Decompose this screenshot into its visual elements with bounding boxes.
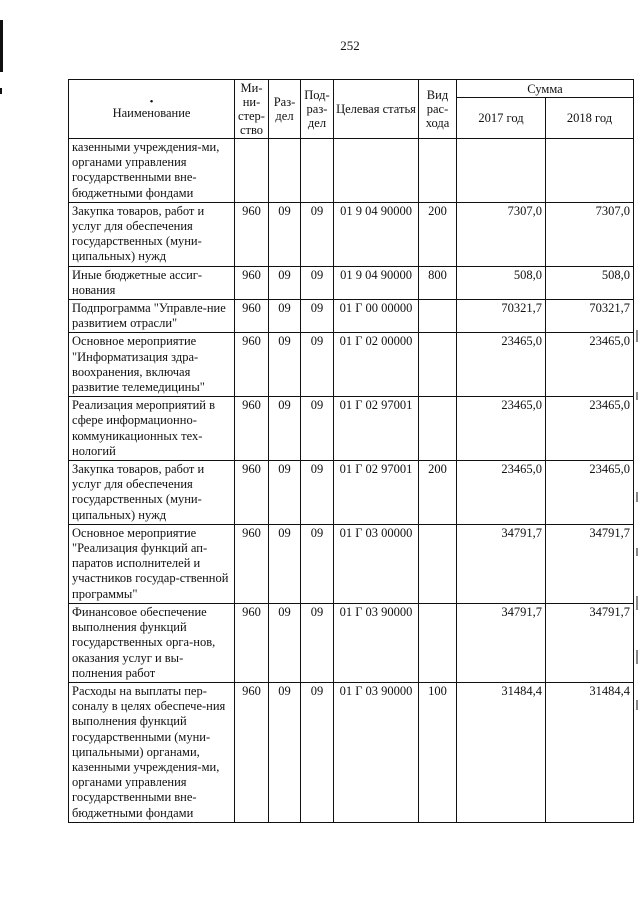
cell-target: 01 Г 02 00000 [334,333,419,397]
header-sum: Сумма [457,80,634,98]
page-number: 252 [340,38,360,53]
cell-ministry: 960 [235,682,269,822]
cell-subsection [301,139,334,203]
cell-section: 09 [269,524,301,603]
scan-edge-mark [636,650,638,664]
header-2017: 2017 год [457,98,546,139]
cell-2017: 70321,7 [457,300,546,333]
cell-name: Закупка товаров, работ и услуг для обеспечения государственных (муни-ципальных) нужд [69,461,235,525]
cell-section: 09 [269,266,301,299]
cell-2018 [546,139,634,203]
cell-section: 09 [269,300,301,333]
cell-name: Иные бюджетные ассиг-нования [69,266,235,299]
table-row [69,333,634,397]
cell-name: казенными учреждения-ми, органами управления государственными вне-бюджетными фондами [69,139,235,203]
table-row [69,397,634,461]
cell-2018: 31484,4 [546,682,634,822]
cell-ministry: 960 [235,524,269,603]
cell-expense-type [419,603,457,682]
cell-expense-type [419,524,457,603]
cell-ministry: 960 [235,461,269,525]
cell-expense-type: 200 [419,461,457,525]
table-row [69,524,634,603]
cell-2018: 34791,7 [546,524,634,603]
scan-edge-mark [636,700,638,710]
header-2018: 2018 год [546,98,634,139]
cell-2018: 508,0 [546,266,634,299]
scan-edge-mark [636,492,638,502]
cell-expense-type: 800 [419,266,457,299]
cell-section: 09 [269,682,301,822]
header-subsection: Под-раз-дел [301,80,334,139]
cell-name: Реализация мероприятий в сфере информационно-коммуникационных тех-нологий [69,397,235,461]
header-expense-type: Вид рас-хода [419,80,457,139]
cell-name: Основное мероприятие "Реализация функций ап-паратов исполнителей и участников государ-ственной программы" [69,524,235,603]
header-name-text: Наименование [112,106,191,120]
cell-subsection: 09 [301,397,334,461]
table-row [69,266,634,299]
table-row [69,300,634,333]
cell-subsection: 09 [301,461,334,525]
scan-edge-mark [636,548,638,556]
cell-subsection: 09 [301,682,334,822]
cell-2018: 23465,0 [546,333,634,397]
cell-expense-type: 100 [419,682,457,822]
cell-subsection: 09 [301,603,334,682]
header-section: Раз-дел [269,80,301,139]
cell-ministry: 960 [235,300,269,333]
cell-section: 09 [269,333,301,397]
cell-target: 01 9 04 90000 [334,266,419,299]
cell-2017: 23465,0 [457,461,546,525]
header-ministry: Ми-ни-стер-ство [235,80,269,139]
cell-expense-type [419,300,457,333]
cell-name: Расходы на выплаты пер-соналу в целях обеспече-ния выполнения функций государственными (муни-ципальными) органами, казенными учреждения-ми, органами управления государственными вне-бюджетными фондами [69,682,235,822]
cell-expense-type [419,139,457,203]
cell-expense-type [419,333,457,397]
cell-name: Закупка товаров, работ и услуг для обеспечения государственных (муни-ципальных) нужд [69,202,235,266]
header-target: Целевая статья [334,80,419,139]
cell-2017: 34791,7 [457,524,546,603]
cell-2017: 7307,0 [457,202,546,266]
cell-target [334,139,419,203]
cell-section [269,139,301,203]
cell-target: 01 Г 02 97001 [334,461,419,525]
scan-edge-mark [636,330,638,342]
cell-name: Финансовое обеспечение выполнения функций государственных орга-нов, оказания услуг и вы-полнения работ [69,603,235,682]
header-dot-mark: • [149,96,154,108]
cell-name: Подпрограмма "Управле-ние развитием отрасли" [69,300,235,333]
cell-subsection: 09 [301,524,334,603]
cell-2017: 508,0 [457,266,546,299]
cell-target: 01 9 04 90000 [334,202,419,266]
cell-section: 09 [269,397,301,461]
header-name [69,80,235,139]
table-row [69,461,634,525]
cell-target: 01 Г 03 00000 [334,524,419,603]
cell-target: 01 Г 03 90000 [334,682,419,822]
cell-subsection: 09 [301,333,334,397]
cell-section: 09 [269,461,301,525]
cell-expense-type: 200 [419,202,457,266]
cell-subsection: 09 [301,266,334,299]
cell-2017: 34791,7 [457,603,546,682]
cell-ministry [235,139,269,203]
cell-section: 09 [269,202,301,266]
cell-2018: 70321,7 [546,300,634,333]
cell-ministry: 960 [235,202,269,266]
cell-ministry: 960 [235,266,269,299]
scan-edge-mark [636,596,638,610]
cell-2017: 23465,0 [457,397,546,461]
cell-section: 09 [269,603,301,682]
cell-2017: 23465,0 [457,333,546,397]
cell-ministry: 960 [235,603,269,682]
scan-edge-mark [0,88,2,94]
table-row [69,202,634,266]
table-row [69,603,634,682]
cell-expense-type [419,397,457,461]
cell-subsection: 09 [301,202,334,266]
budget-table [68,79,634,823]
cell-target: 01 Г 00 00000 [334,300,419,333]
table-row [69,139,634,203]
table-row [69,682,634,822]
cell-target: 01 Г 03 90000 [334,603,419,682]
cell-2018: 34791,7 [546,603,634,682]
scan-edge-mark [636,392,638,400]
cell-2017: 31484,4 [457,682,546,822]
cell-subsection: 09 [301,300,334,333]
cell-2018: 23465,0 [546,461,634,525]
cell-name: Основное мероприятие "Информатизация здра-воохранения, включая развитие телемедицины" [69,333,235,397]
cell-ministry: 960 [235,397,269,461]
cell-2017 [457,139,546,203]
cell-target: 01 Г 02 97001 [334,397,419,461]
cell-2018: 23465,0 [546,397,634,461]
cell-2018: 7307,0 [546,202,634,266]
cell-ministry: 960 [235,333,269,397]
